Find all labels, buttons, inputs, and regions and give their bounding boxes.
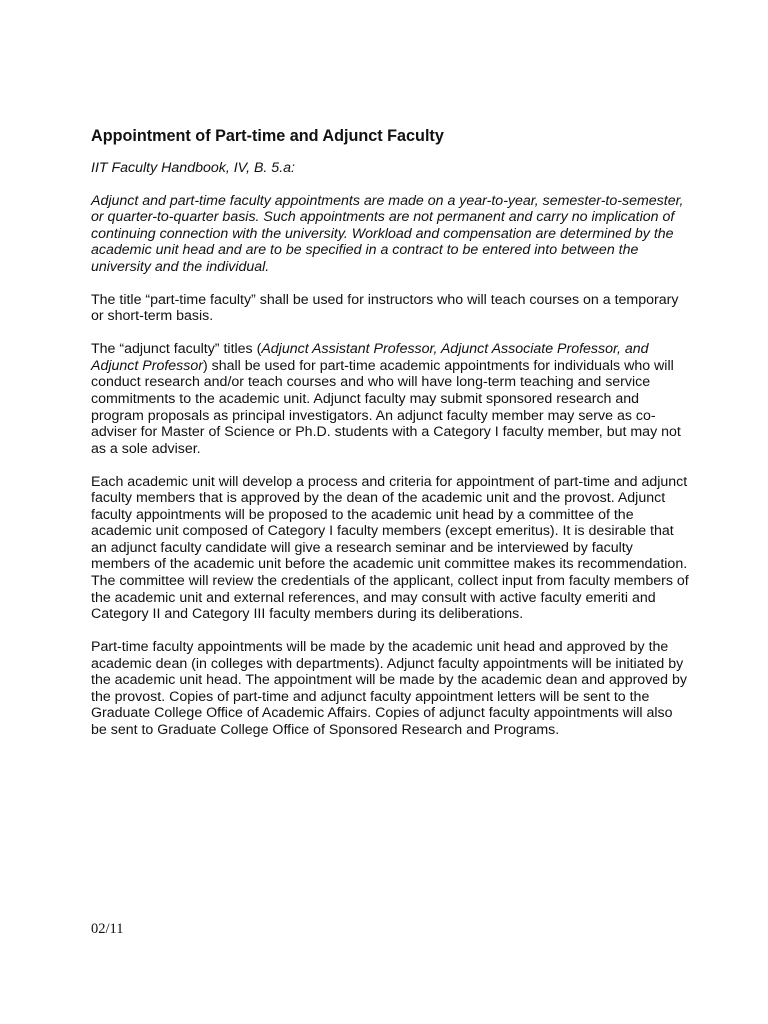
adjunct-titles-rest: ) shall be used for part-time academic appointments for individuals who will conduct research and/or teach courses and who will have long-term teaching and service commitments to the academic unit. Adjunct faculty may submit sponsored research and program proposals as principal investigators. An adjunct faculty member may serve as co-adviser for Master of Science or Ph.D. students with a Category I faculty member, but may not as a sole adviser. [91, 357, 681, 457]
adjunct-titles-list: Adjunct Assistant Professor, Adjunct Associate Professor, and Adjunct Professor [91, 341, 649, 374]
document-title: Appointment of Part-time and Adjunct Faculty [91, 127, 444, 145]
document-source-reference: IIT Faculty Handbook, IV, B. 5.a: [91, 160, 295, 176]
paragraph-intro: Adjunct and part-time faculty appointments are made on a year-to-year, semester-to-semester, or quarter-to-quarter basis. Such appointments are not permanent and carry no implication of continuing connection with the university. Workload and compensation are determined by the academic unit head and are to be specified in a contract to be entered into between the university and the individual. [91, 192, 684, 275]
paragraph-adjunct-titles [91, 341, 691, 457]
footer-date: 02/11 [91, 921, 124, 937]
paragraph-appointment-process: Each academic unit will develop a process and criteria for appointment of part-time and adjunct faculty members that is approved by the dean of the academic unit and the provost. Adjunct faculty appointments will be proposed to the academic unit head by a committee of the academic unit composed of Category I faculty members (except emeritus). It is desirable that an adjunct faculty candidate will give a research seminar and be interviewed by faculty members of the academic unit before the academic unit committee makes its recommendation. The committee will review the credentials of the applicant, collect input from faculty members of the academic unit and external references, and may consult with active faculty emeriti and Category II and Category III faculty members during its deliberations. [91, 473, 689, 623]
adjunct-titles-lead: The “adjunct faculty” titles ( [91, 341, 262, 358]
paragraph-part-time-title: The title “part-time faculty” shall be used for instructors who will teach courses on a temporary or short-term basis. [91, 291, 679, 325]
document-body [91, 126, 691, 755]
paragraph-appointment-approval: Part-time faculty appointments will be made by the academic unit head and approved by the academic dean (in colleges with departments). Adjunct faculty appointments will be initiated by the academic unit head. The appointment will be made by the academic dean and approved by the provost. Copies of part-time and adjunct faculty appointment letters will be sent to the Graduate College Office of Academic Affairs. Copies of adjunct faculty appointments will also be sent to Graduate College Office of Sponsored Research and Programs. [91, 639, 687, 738]
